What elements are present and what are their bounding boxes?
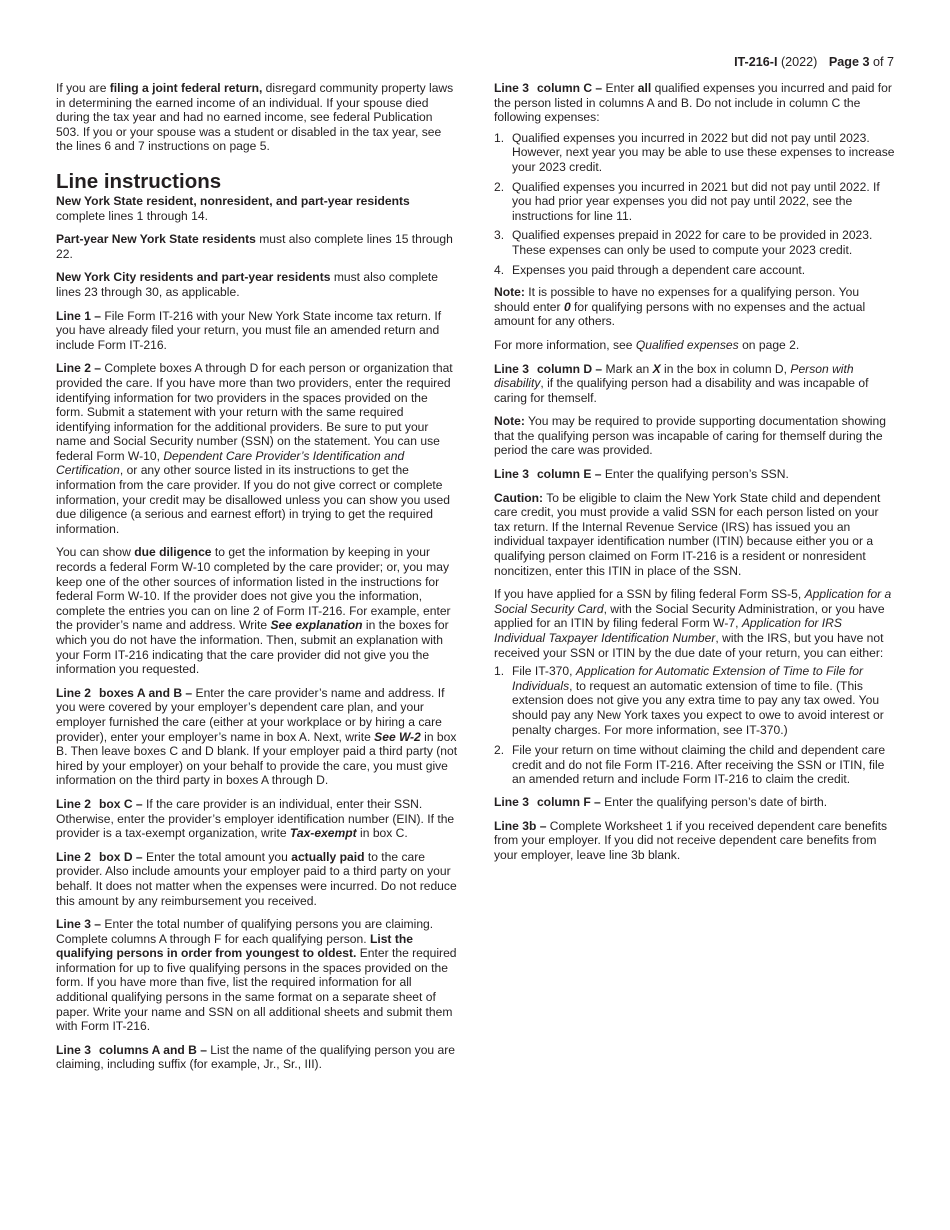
line3-column-f-paragraph: Line 3 column F – Enter the qualifying person’s date of birth. (494, 794, 828, 809)
form-year: (2022) (780, 55, 818, 69)
list-item: 1. Qualified expenses you incurred in 2022 but did not pay until 2023. However, next year you may be able to use these expenses to increase your 2023 credit. (494, 130, 895, 174)
line1-paragraph: Line 1 – File Form IT-216 with your New York State income tax return. If you have already filed your return, you must file an amended return and include Form IT-216. (56, 308, 442, 352)
list-item: 1. File IT-370, Application for Automatic Extension of Time to File for Individuals, to request an automatic extension of time to file. (This extension does not give you any extra time to pay any tax owed. You should pay any New York taxes you expect to owe to avoid interest or penalty charges. For more information, see IT-370.) (494, 664, 884, 737)
line3-column-d-paragraph: Line 3 column D – Mark an X in the box in column D, Person with disability, if the qualifying person had a disability and was incapable of caring for themself. (494, 361, 869, 405)
list-item: 3. Qualified expenses prepaid in 2022 for care to be provided in 2023. These expenses can only be used to compute your 2023 credit. (494, 228, 873, 257)
list-item: 4. Expenses you paid through a dependent care account. (494, 262, 806, 277)
note-no-expenses: Note: It is possible to have no expenses for a qualifying person. You should enter 0 for qualifying persons with no expenses and the actual amount for any others. (494, 285, 866, 329)
line2-paragraph: Line 2 – Complete boxes A through D for each person or organization that provided the care. If you have more than two providers, enter the required identifying information for two providers in the spaces provided on the form. Submit a statement with your return with the same required identifying information for the additional providers. Be sure to put your name and Social Security number (SSN) on the statement. You can use federal Form W-10, Dependent Care Provider’s Identification and Certification, or any other source listed in its instructions to get the information from the care provider. If you do not give correct or complete information, your credit may be disallowed unless you can show you used due diligence (a serious and earnest effort) in trying to get the required information. (56, 361, 453, 536)
more-info-paragraph: For more information, see Qualified expenses on page 2. (494, 337, 800, 352)
line2-box-c-paragraph: Line 2 box C – If the care provider is an individual, enter their SSN. Otherwise, enter the provider’s employer identification number (EIN). If the provider is a tax-exempt organization, write Tax-exempt in box C. (56, 796, 455, 841)
note-documentation: Note: You may be required to provide supporting documentation showing that the qualifying person was incapable of caring for themself during the period the care was provided. (494, 414, 886, 458)
right-column (494, 81, 896, 871)
part-year-paragraph: Part-year New York State residents must also complete lines 15 through 22. (56, 232, 453, 261)
caution-paragraph: Caution: To be eligible to claim the New York State child and dependent care credit, you must provide a valid SSN for each person listed on your tax return. If the Internal Revenue Service (IRS) has issued you an individual taxpayer identification number (ITIN) because either you or a qualifying person claimed on Form IT-216 is a resident or nonresident noncitizen, enter this ITIN in place of the SSN. (494, 490, 881, 578)
page-label: Page 3 (828, 55, 870, 69)
page-of: of 7 (872, 55, 894, 69)
list-item: 2. File your return on time without claiming the child and dependent care credit and do not file Form IT-216. After receiving the SSN or ITIN, file an amended return and include Form IT-216 to claim the credit. (494, 743, 886, 787)
form-number: IT-216-I (734, 55, 778, 69)
left-column (56, 81, 458, 1081)
intro-paragraph: If you are filing a joint federal return, disregard community property laws in determining the earned income of an individual. If your spouse died during the tax year and had no earned income, see federal Publication 503. If you or your spouse was a student or disabled in the tax year, see the lines 6 and 7 instructions on page 5. (56, 81, 454, 154)
line3b-paragraph: Line 3b – Complete Worksheet 1 if you received dependent care benefits from your employer. If you did not receive dependent care benefits from your employer, leave line 3b blank. (494, 818, 888, 862)
resident-paragraph: New York State resident, nonresident, and part-year residents complete lines 1 through 14. (56, 193, 410, 223)
line3-paragraph: Line 3 – Enter the total number of qualifying persons you are claiming. Complete columns A through F for each qualifying person. List the qualifying persons in order from youngest to oldest. Enter the required information for up to five qualifying persons in the spaces provided on the form. If you have more than five, list the required information for all additional qualifying persons in the same format on a separate sheet of paper. Write your name and SSN on all additional sheets and submit them with Form IT-216. (56, 917, 457, 1034)
options-list (494, 664, 896, 787)
excluded-expenses-list (494, 131, 896, 277)
line2-boxes-ab-paragraph: Line 2 boxes A and B – Enter the care provider’s name and address. If you were covered by your employer’s dependent care plan, and your employer furnished the care (either at your workplace or by hiring a care provider), enter your employer’s name in box A. Next, write See W-2 in box B. Then leave boxes C and D blank. If your employer paid a third party (not hired by your employer) on your behalf to provide the care, you must give information on the third party in boxes A through D. (56, 685, 458, 788)
line2-box-d-paragraph: Line 2 box D – Enter the total amount you actually paid to the care provider. Also include amounts your employer paid to a third party on your behalf. It does not matter when the expenses were incurred. Do not reduce this amount by any reimbursement you received. (56, 849, 457, 908)
applied-ssn-paragraph: If you have applied for a SSN by filing federal Form SS-5, Application for a Social Security Card, with the Social Security Administration, or you have applied for an ITIN by filing federal Form W-7, Application for IRS Individual Taxpayer Identification Number, with the IRS, but you have not received your SSN or ITIN by the due date of your return, you can either: (494, 587, 892, 660)
list-item: 2. Qualified expenses you incurred in 2021 but did not pay until 2022. If you had prior year expenses you did not pay until 2022, see the instructions for line 11. (494, 179, 880, 223)
page-header (734, 55, 894, 70)
section-heading: Line instructions (56, 169, 222, 193)
line3-column-e-paragraph: Line 3 column E – Enter the qualifying person’s SSN. (494, 467, 789, 482)
due-diligence-paragraph: You can show due diligence to get the information by keeping in your records a federal Form W-10 completed by the care provider; or, you may keep one of the other sources of information listed in the instructions for federal Form W-10. If the provider does not give you the information, complete the entries you can on line 2 of Form IT-216. For example, enter the provider’s name and address. Write See explanation in the boxes for which you do not have the information. Then, submit an explanation with your Form IT-216 indicating that the care provider did not give you the information you requested. (56, 545, 451, 677)
nyc-paragraph: New York City residents and part-year residents must also complete lines 23 through 30, as applicable. (56, 270, 438, 299)
line3-column-c-paragraph: Line 3 column C – Enter all qualified expenses you incurred and paid for the person listed in columns A and B. Do not include in column C the following expenses: (494, 81, 892, 125)
line3-columns-ab-paragraph: Line 3 columns A and B – List the name of the qualifying person you are claiming, including suffix (for example, Jr., Sr., III). (56, 1042, 455, 1072)
